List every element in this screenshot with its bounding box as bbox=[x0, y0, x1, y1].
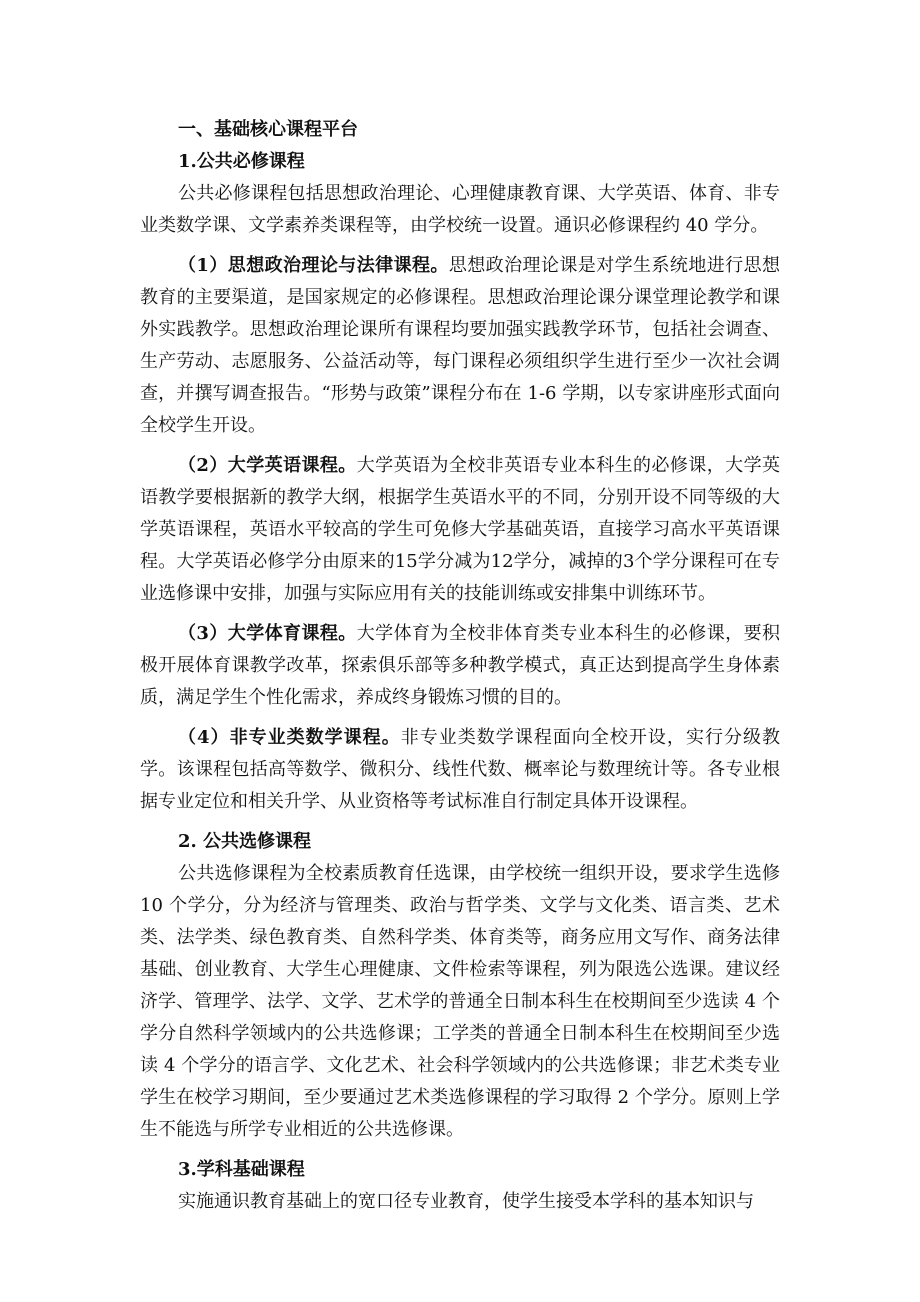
paragraph-item-politics bbox=[140, 250, 780, 442]
item-lead-pe: （3）大学体育课程。 bbox=[178, 623, 357, 644]
paragraph-public-elective: 公共选修课程为全校素质教育任选课，由学校统一组织开设，要求学生选修 10 个学分，分为经济与管理类、政治与哲学类、文学与文化类、语言类、艺术类、法学类、绿色教育类、自然科学类、体育类等，商务应用文写作、商务法律基础、创业教育、大学生心理健康、文件检索等课程，列为限选公选课。建议经济学、管理学、法学、文学、艺术学的普通全日制本科生在校期间至少选读 4 个学分自然科学领域内的公共选修课；工学类的普通全日制本科生在校期间至少选读 4 个学分的语言学、文化艺术、社会科学领域内的公共选修课；非艺术类专业学生在校学习期间，至少要通过艺术类选修课程的学习取得 2 个学分。原则上学生不能选与所学专业相近的公共选修课。 bbox=[140, 863, 780, 1140]
item-text-english: 大学英语为全校非英语专业本科生的必修课，大学英语教学要根据新的教学大纲，根据学生英语水平的不同，分别开设不同等级的大学英语课程，英语水平较高的学生可免修大学基础英语，直接学习高水平英语课程。大学英语必修学分由原来的15学分减为12学分，减掉的3个学分课程可在专业选修课中安排，加强与实际应用有关的技能训练或安排集中训练环节。 bbox=[140, 455, 780, 604]
section-title: 一、基础核心课程平台 bbox=[178, 119, 358, 140]
item-text-math: 非专业类数学课程面向全校开设，实行分级教学。该课程包括高等数学、微积分、线性代数、概率论与数理统计等。各专业根据专业定位和相关升学、从业资格等考试标准自行制定具体开设课程。 bbox=[140, 727, 781, 812]
subsection-heading-2: 2. 公共选修课程 bbox=[178, 831, 312, 852]
paragraph-item-english bbox=[140, 450, 780, 610]
paragraph-public-required-intro: 公共必修课程包括思想政治理论、心理健康教育课、大学英语、体育、非专业类数学课、文学素养类课程等，由学校统一设置。通识必修课程约 40 学分。 bbox=[140, 183, 780, 236]
subsection-heading-3: 3.学科基础课程 bbox=[178, 1159, 305, 1180]
paragraph-item-pe bbox=[140, 618, 780, 714]
item-lead-english: （2）大学英语课程。 bbox=[178, 455, 357, 476]
item-text-politics: 思想政治理论课是对学生系统地进行思想教育的主要渠道，是国家规定的必修课程。思想政治理论课分课堂理论教学和课外实践教学。思想政治理论课所有课程均要加强实践教学环节，包括社会调查、生产劳动、志愿服务、公益活动等，每门课程必须组织学生进行至少一次社会调查，并撰写调查报告。“形势与政策”课程分布在 1-6 学期，以专家讲座形式面向全校学生开设。 bbox=[140, 255, 780, 436]
item-text-pe: 大学体育为全校非体育类专业本科生的必修课，要积极开展体育课教学改革，探索俱乐部等多种教学模式，真正达到提高学生身体素质，满足学生个性化需求，养成终身锻炼习惯的目的。 bbox=[140, 623, 780, 708]
document-body bbox=[140, 114, 780, 1226]
paragraph-discipline-foundation: 实施通识教育基础上的宽口径专业教育，使学生接受本学科的基本知识与 bbox=[178, 1191, 754, 1212]
subsection-heading-1: 1.公共必修课程 bbox=[178, 151, 305, 172]
item-lead-politics: （1）思想政治理论与法律课程。 bbox=[178, 255, 449, 276]
paragraph-item-math bbox=[140, 722, 780, 818]
item-lead-math: （4）非专业类数学课程。 bbox=[178, 727, 401, 748]
